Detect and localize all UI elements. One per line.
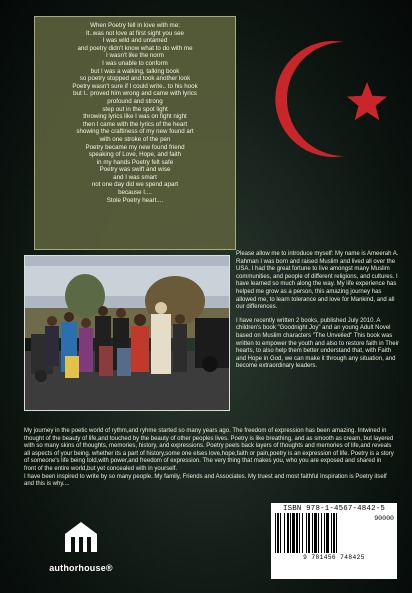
poem-line: Poetry was swift and wise xyxy=(99,166,171,174)
poem-text xyxy=(39,22,231,204)
group-photo-image xyxy=(25,256,229,410)
poem-box xyxy=(34,16,236,250)
poem-line: not one day did we spend apart xyxy=(91,181,179,189)
poetic-journey-text xyxy=(24,428,394,489)
poem-line: I wasn't like the norm xyxy=(106,52,164,60)
poem-line: so poetry stopped and took another look xyxy=(79,75,191,83)
poem-line: Poetry became my new found friend xyxy=(85,143,185,151)
poem-line: but I was a walking, talking book xyxy=(90,67,180,75)
crescent-icon xyxy=(275,41,344,157)
publisher-logo xyxy=(36,520,126,582)
bio-paragraph-books: I have recently written 2 books, published July 2010. A children's book "Goodnight Joy" and an young Adult Novel based on Muslim characters "The Unveiled" This book was written to empower the youth and also to restore faith in Their hearts, to also help them better understand that, with Faith and Hope in God, we can make it through any situation, and become extraordinary leaders. xyxy=(236,317,399,370)
poem-line: I was unable to conform xyxy=(102,59,168,67)
barcode-number: 9 781456 748425 xyxy=(303,554,365,561)
price-code: 90000 xyxy=(374,515,394,522)
authorhouse-logo-icon xyxy=(61,520,101,554)
journey-paragraph-2: I have been inspired to write by so many people. My family, Friends and Associates. My truest and most faithful Inspiration is Poetry itself and this is why.... xyxy=(24,473,387,488)
author-bio xyxy=(236,251,402,377)
poem-line: throwing lyrics like I was on fight night xyxy=(83,113,187,121)
poem-line: I was wild and untamed xyxy=(102,37,168,45)
poem-line: When Poetry fell in love with me: xyxy=(90,22,180,29)
isbn-label: ISBN 978-1-4567-4842-5 xyxy=(283,505,385,513)
poem-line: Stole Poetry heart.... xyxy=(106,196,164,204)
poem-line: speaking of Love, Hope, and faith xyxy=(88,151,182,159)
poem-line: It..was not love at first sight you see xyxy=(85,29,184,37)
isbn-barcode xyxy=(271,503,397,579)
bio-paragraph-intro: Please allow me to introduce myself: My name is Ameerah A. Rahman I was born and raised Muslim and lived all over the USA. I had the great fortune to live amongst many Muslim communities, and people of different religions, and cultures. I have learned so much along the way. My life experience has helped me grow as a person, this amazing journey has allowed me, to learn tolerance and love for Mankind, and all our differences. xyxy=(236,251,399,311)
poem-line: profound and strong xyxy=(107,97,163,105)
barcode-bars xyxy=(274,513,360,553)
crescent-star-emblem xyxy=(262,24,392,164)
poem-line: showing the craftiness of my new found art xyxy=(76,128,194,136)
poem-line: but I.. proved him wrong and came with lyrics xyxy=(73,90,197,98)
poem-line: and I was smart xyxy=(113,173,157,181)
poem-line: with one stroke of the pen xyxy=(99,135,171,143)
journey-paragraph-1: My journey in the poetic world of rythm,and ryhme started so many years ago. The freedom of expression has been amazing. Intwined in thought of the beauty of life,and touched by the beauty of other peoples lives. Poetry is like breathing, and as smooth as cream, but layered with so many skins of thoughts, memories, history, and expressions. Poetry peels back layers of thoughts and memories of life,and reveals all aspects of your being. whether its a part of history,some one elses love,hope,faith or pain,poetry is an expression of life. Poetry is a story of someone's life being told,with power,and freedom of expression. The very thing that makes you, who you are exposed and shared in front of the entire world,but yet concealed with in yourself. xyxy=(24,428,394,472)
star-icon xyxy=(347,82,387,120)
poem-line: then I came with the lyrics of the heart xyxy=(82,120,188,128)
poem-line: and poetry didn't know what to do with me xyxy=(77,44,193,52)
poem-line: in my hands Poetry felt safe xyxy=(96,158,174,166)
poem-line: because I.... xyxy=(118,189,152,197)
poem-line: step out in the spot light xyxy=(102,105,168,113)
poem-line: Poetry wasn't sure if I could write.. to his hook xyxy=(72,82,198,90)
publisher-name: authorhouse® xyxy=(49,563,113,573)
group-photo xyxy=(24,255,230,411)
